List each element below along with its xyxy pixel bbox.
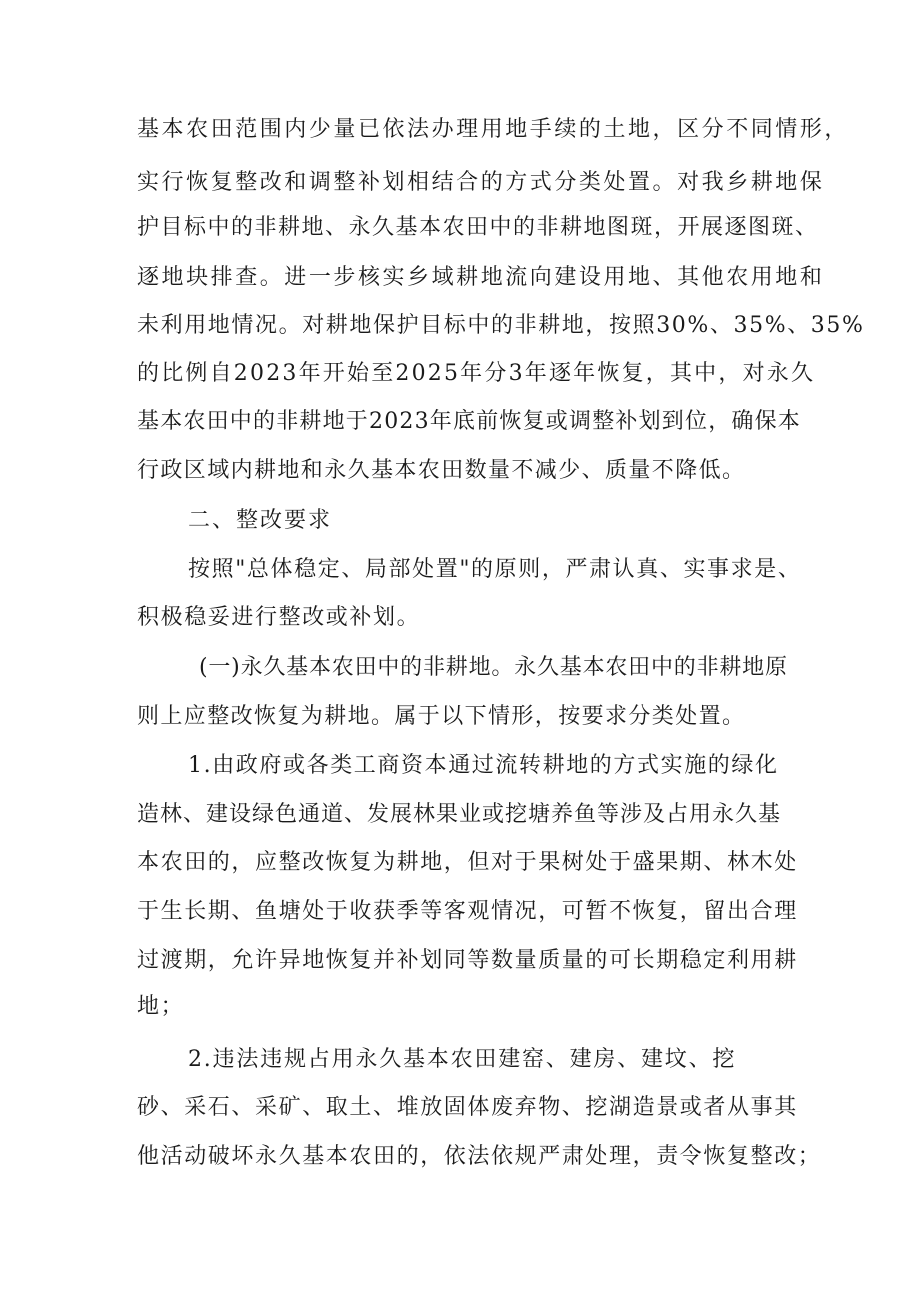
- text-line: 则上应整改恢复为耕地。属于以下情形，按要求分类处置。: [137, 704, 746, 729]
- text-line: 积极稳妥进行整改或补划。: [137, 605, 421, 630]
- text-line: 砂、采石、采矿、取土、堆放固体废弃物、挖湖造景或者从事其: [137, 1095, 798, 1120]
- text-line: 本农田的，应整改恢复为耕地，但对于果树处于盛果期、林木处: [137, 850, 798, 875]
- text-line: 未利用地情况。对耕地保护目标中的非耕地，按照30%、35%、35%: [137, 313, 865, 338]
- text-line: 行政区域内耕地和永久基本农田数量不减少、质量不降低。: [137, 458, 746, 483]
- text-line: (一)永久基本农田中的非耕地。永久基本农田中的非耕地原: [199, 655, 788, 680]
- text-line: 地；: [137, 994, 185, 1019]
- text-line: 1.由政府或各类工商资本通过流转耕地的方式实施的绿化: [188, 753, 779, 778]
- text-line: 2.违法违规占用永久基本农田建窑、建房、建坟、挖: [188, 1047, 737, 1072]
- text-line: 他活动破坏永久基本农田的，依法依规严肃处理，责令恢复整改；: [137, 1144, 822, 1169]
- text-line: 护目标中的非耕地、永久基本农田中的非耕地图斑，开展逐图斑、: [137, 215, 819, 240]
- text-line: 于生长期、鱼塘处于收获季等客观情况，可暂不恢复，留出合理: [137, 899, 798, 924]
- text-line: 逐地块排查。进一步核实乡域耕地流向建设用地、其他农用地和: [137, 265, 825, 290]
- text-line: 造林、建设绿色通道、发展林果业或挖塘养鱼等涉及占用永久基: [137, 802, 782, 827]
- section-heading: 二、整改要求: [188, 508, 333, 533]
- text-line: 按照"总体稳定、局部处置"的原则，严肃认真、实事求是、: [188, 557, 802, 582]
- text-line: 的比例自2023年开始至2025年分3年逐年恢复，其中，对永久: [137, 361, 816, 386]
- text-line: 基本农田中的非耕地于2023年底前恢复或调整补划到位，确保本: [137, 409, 801, 434]
- text-line: 基本农田范围内少量已依法办理用地手续的土地，区分不同情形，: [137, 117, 849, 142]
- text-line: 过渡期，允许异地恢复并补划同等数量质量的可长期稳定利用耕: [137, 948, 798, 973]
- text-line: 实行恢复整改和调整补划相结合的方式分类处置。对我乡耕地保: [137, 170, 825, 195]
